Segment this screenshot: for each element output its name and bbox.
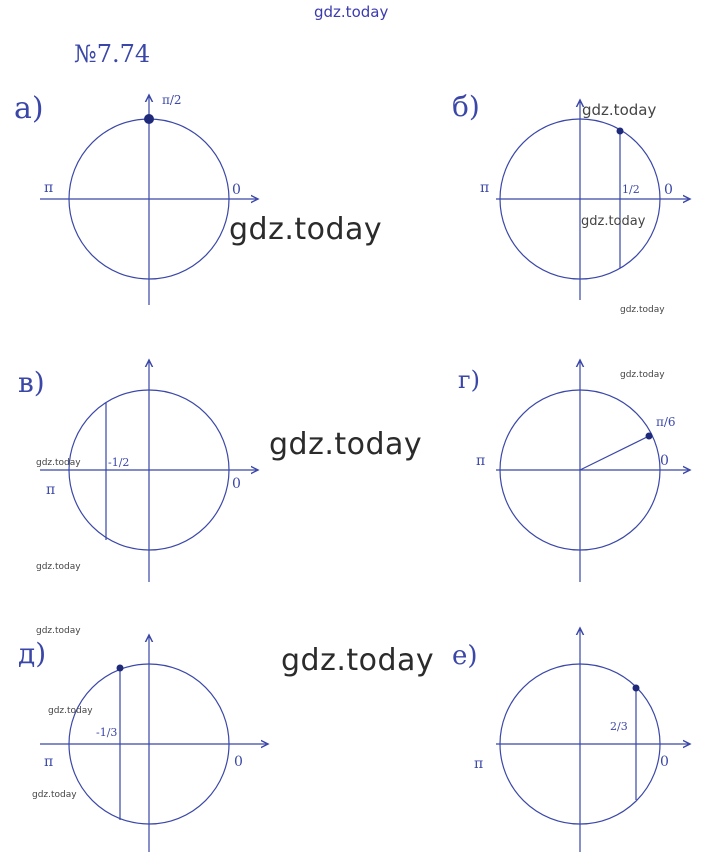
label: π/6 — [656, 415, 676, 429]
point-dot — [617, 128, 624, 135]
label: -1/2 — [108, 456, 130, 469]
panel-g-diagram — [496, 360, 690, 582]
panel-b-diagram — [496, 100, 690, 300]
label: 0 — [660, 754, 669, 770]
label: 0 — [664, 182, 673, 198]
watermark-large: gdz.today — [269, 427, 423, 462]
point-dot — [646, 433, 653, 440]
panel-a-diagram — [40, 95, 258, 305]
watermark-large: gdz.today — [281, 643, 435, 678]
panel-d-diagram — [40, 635, 268, 852]
problem-number: №7.74 — [74, 40, 151, 68]
watermark-medium: gdz.today — [582, 101, 657, 119]
watermark-small: gdz.today — [620, 370, 665, 380]
label: 0 — [232, 182, 241, 198]
label: 0 — [660, 453, 669, 469]
panel-e-letter: е) — [452, 641, 478, 671]
label: π — [46, 482, 56, 498]
panel-v-diagram — [40, 360, 258, 582]
watermark-small: gdz.today — [32, 790, 77, 800]
label: π — [480, 180, 490, 196]
label: π — [476, 453, 486, 469]
label: π — [44, 754, 54, 770]
watermark-small: gdz.today — [620, 305, 665, 315]
label: -1/3 — [96, 726, 118, 739]
label: π — [44, 180, 54, 196]
label: π — [474, 756, 484, 772]
panel-v-letter: в) — [18, 366, 45, 399]
point-dot — [117, 665, 124, 672]
panel-a-letter: а) — [14, 91, 44, 126]
point-dot — [633, 685, 640, 692]
panel-g-letter: г) — [458, 366, 480, 394]
label: 0 — [234, 754, 243, 770]
watermark-small: gdz.today — [36, 626, 81, 636]
point-dot — [144, 114, 154, 124]
panel-e-diagram — [496, 628, 690, 852]
watermark-small: gdz.today — [48, 706, 93, 716]
label: 0 — [232, 476, 241, 492]
site-watermark: gdz.today — [314, 3, 389, 21]
label: 2/3 — [610, 720, 628, 733]
watermark-large: gdz.today — [229, 212, 383, 247]
watermark-small: gdz.today — [581, 214, 646, 229]
label: π/2 — [162, 93, 182, 107]
panel-b-letter: б) — [452, 90, 480, 123]
label: 1/2 — [622, 183, 640, 196]
watermark-small: gdz.today — [36, 458, 81, 468]
watermark-small: gdz.today — [36, 562, 81, 572]
panel-d-letter: д) — [18, 637, 47, 670]
